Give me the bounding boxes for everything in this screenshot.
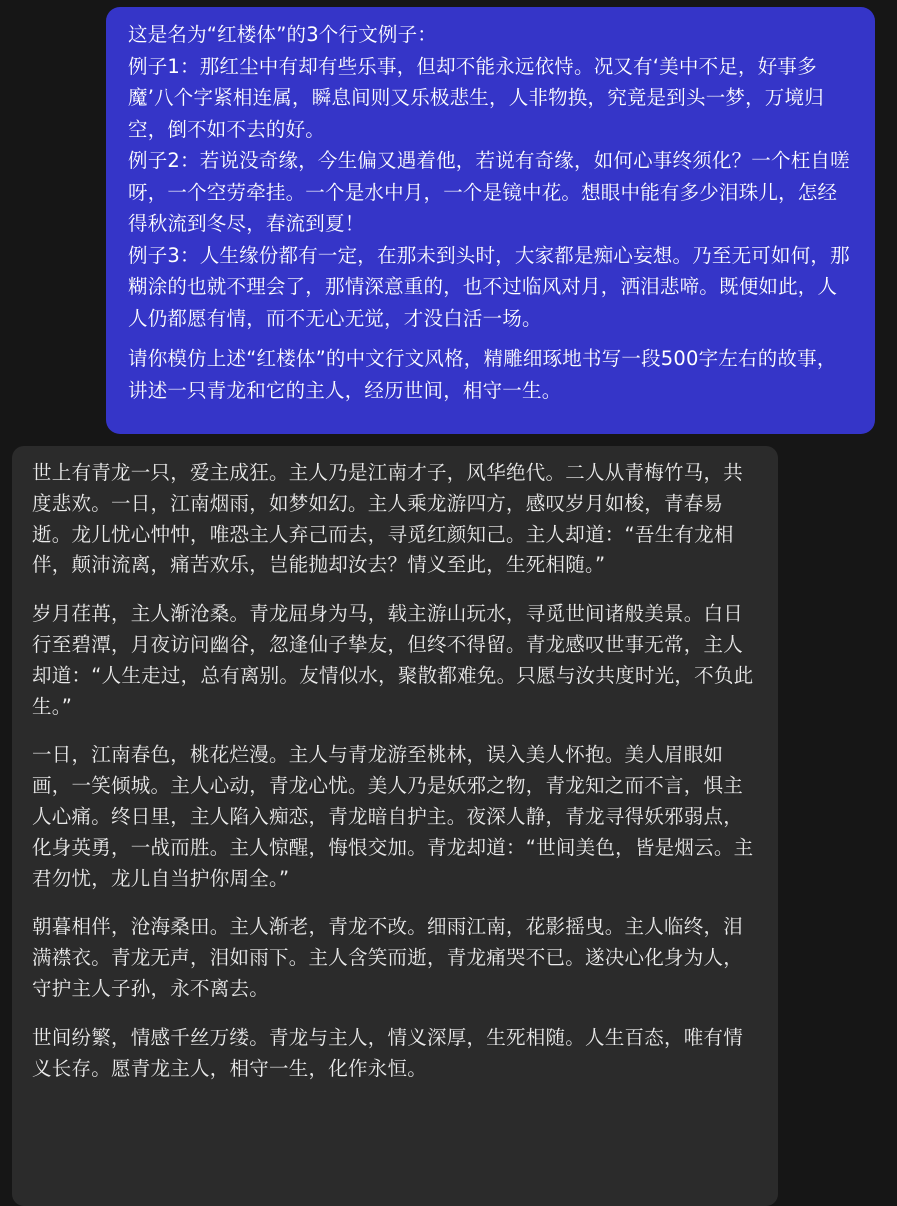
user-message-intro: 这是名为“红楼体”的3个行文例子： bbox=[128, 23, 438, 46]
user-message-bubble bbox=[106, 7, 875, 434]
assistant-paragraph-4: 朝暮相伴，沧海桑田。主人渐老，青龙不改。细雨江南，花影摇曳。主人临终，泪满襟衣。青龙无声，泪如雨下。主人含笑而逝，青龙痛哭不已。遂决心化身为人，守护主人子孙，永不离去。 bbox=[32, 915, 744, 1000]
user-message-example-2: 例子2：若说没奇缘，今生偏又遇着他，若说有奇缘，如何心事终须化？一个枉自嗟呀，一个空劳牵挂。一个是水中月，一个是镜中花。想眼中能有多少泪珠儿，怎经得秋流到冬尽，春流到夏！ bbox=[128, 149, 850, 235]
assistant-paragraph-5: 世间纷繁，情感千丝万缕。青龙与主人，情义深厚，生死相随。人生百态，唯有情义长存。愿青龙主人，相守一生，化作永恒。 bbox=[32, 1025, 744, 1080]
user-message-request: 请你模仿上述“红楼体”的中文行文风格，精雕细琢地书写一段500字左右的故事，讲述一只青龙和它的主人，经历世间，相守一生。 bbox=[128, 347, 837, 402]
assistant-message-bubble bbox=[12, 446, 778, 1206]
assistant-paragraph-3: 一日，江南春色，桃花烂漫。主人与青龙游至桃林，误入美人怀抱。美人眉眼如画，一笑倾城。主人心动，青龙心忧。美人乃是妖邪之物，青龙知之而不言，惧主人心痛。终日里，主人陷入痴恋，青龙暗自护主。夜深人静，青龙寻得妖邪弱点，化身英勇，一战而胜。主人惊醒，悔恨交加。青龙却道：“世间美色，皆是烟云。主君勿忧，龙儿自当护你周全。” bbox=[32, 743, 754, 890]
user-message-example-3: 例子3：人生缘份都有一定，在那未到头时，大家都是痴心妄想。乃至无可如何，那糊涂的也就不理会了，那情深意重的，也不过临风对月，洒泪悲啼。既便如此，人人仍都愿有情，而不无心无觉，才没白活一场。 bbox=[128, 243, 850, 330]
assistant-paragraph-2: 岁月荏苒，主人渐沧桑。青龙屈身为马，载主游山玩水，寻觅世间诸般美景。白日行至碧潭，月夜访问幽谷，忽逢仙子挚友，但终不得留。青龙感叹世事无常，主人却道：“人生走过，总有离别。友情似水，聚散都难免。只愿与汝共度时光，不负此生。” bbox=[32, 602, 754, 718]
assistant-paragraph-1: 世上有青龙一只，爱主成狂。主人乃是江南才子，风华绝代。二人从青梅竹马，共度悲欢。一日，江南烟雨，如梦如幻。主人乘龙游四方，感叹岁月如梭，青春易逝。龙儿忧心忡忡，唯恐主人弃己而去，寻觅红颜知己。主人却道：“吾生有龙相伴，颠沛流离，痛苦欢乐，岂能抛却汝去？情义至此，生死相随。” bbox=[32, 461, 744, 577]
user-message-example-1: 例子1：那红尘中有却有些乐事，但却不能永远依恃。况又有‘美中不足，好事多魔’八个字紧相连属，瞬息间则又乐极悲生，人非物换，究竟是到头一梦，万境归空，倒不如不去的好。 bbox=[128, 54, 824, 141]
